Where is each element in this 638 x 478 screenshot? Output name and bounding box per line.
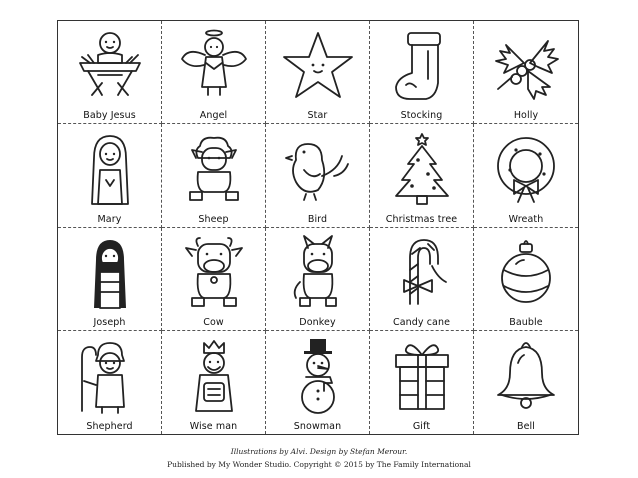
card-label: Gift: [412, 421, 431, 432]
card-label: Joseph: [93, 316, 126, 328]
sheep-icon: [174, 130, 254, 210]
card-star: [266, 21, 370, 124]
card-label: Baby Jesus: [83, 110, 136, 122]
bird-icon: [278, 130, 358, 210]
card-wreath: [474, 124, 578, 227]
card-label: Wise man: [189, 421, 238, 432]
card-shepherd: [58, 331, 162, 434]
card-holly: [474, 21, 578, 124]
gift-icon: [382, 337, 462, 417]
cow-icon: [174, 234, 254, 314]
card-mary: [58, 124, 162, 227]
card-label: Star: [307, 110, 328, 122]
card-label: Angel: [199, 110, 228, 122]
card-label: Bauble: [509, 316, 543, 328]
card-label: Christmas tree: [385, 213, 458, 225]
card-label: Cow: [203, 316, 224, 328]
card-gift: [370, 331, 474, 434]
card-bell: [474, 331, 578, 434]
card-sheep: [162, 124, 266, 227]
mary-icon: [70, 130, 150, 210]
card-angel: [162, 21, 266, 124]
card-label: Bird: [307, 213, 328, 225]
holly-icon: [486, 27, 566, 107]
card-label: Candy cane: [392, 316, 451, 328]
angel-icon: [174, 27, 254, 107]
joseph-icon: [70, 234, 150, 314]
bauble-icon: [486, 234, 566, 314]
christmas-tree-icon: [382, 130, 462, 210]
card-label: Stocking: [400, 110, 443, 122]
shepherd-icon: [70, 337, 150, 417]
credits-text: Illustrations by Alvi. Design by Stefan Merour.: [230, 447, 408, 456]
card-label: Snowman: [293, 421, 342, 432]
card-stocking: [370, 21, 474, 124]
card-cow: [162, 228, 266, 331]
card-bauble: [474, 228, 578, 331]
card-label: Wreath: [508, 213, 544, 225]
card-donkey: [266, 228, 370, 331]
candy-cane-icon: [382, 234, 462, 314]
card-bird: [266, 124, 370, 227]
bell-icon: [486, 337, 566, 417]
donkey-icon: [278, 234, 358, 314]
stocking-icon: [382, 27, 462, 107]
card-label: Bell: [516, 421, 536, 432]
star-icon: [278, 27, 358, 107]
card-label: Holly: [513, 110, 539, 122]
card-label: Mary: [97, 213, 122, 225]
card-joseph: [58, 228, 162, 331]
card-christmas-tree: [370, 124, 474, 227]
baby-jesus-icon: [70, 27, 150, 107]
card-baby-jesus: [58, 21, 162, 124]
publisher-text: Published by My Wonder Studio. Copyright © 2015 by The Family International: [167, 460, 471, 469]
wreath-icon: [486, 130, 566, 210]
card-label: Shepherd: [86, 421, 133, 432]
wise-man-icon: [174, 337, 254, 417]
card-grid: [57, 20, 579, 435]
card-label: Donkey: [299, 316, 336, 328]
card-candy-cane: [370, 228, 474, 331]
card-label: Sheep: [198, 213, 229, 225]
snowman-icon: [278, 337, 358, 417]
card-wise-man: [162, 331, 266, 434]
card-snowman: [266, 331, 370, 434]
